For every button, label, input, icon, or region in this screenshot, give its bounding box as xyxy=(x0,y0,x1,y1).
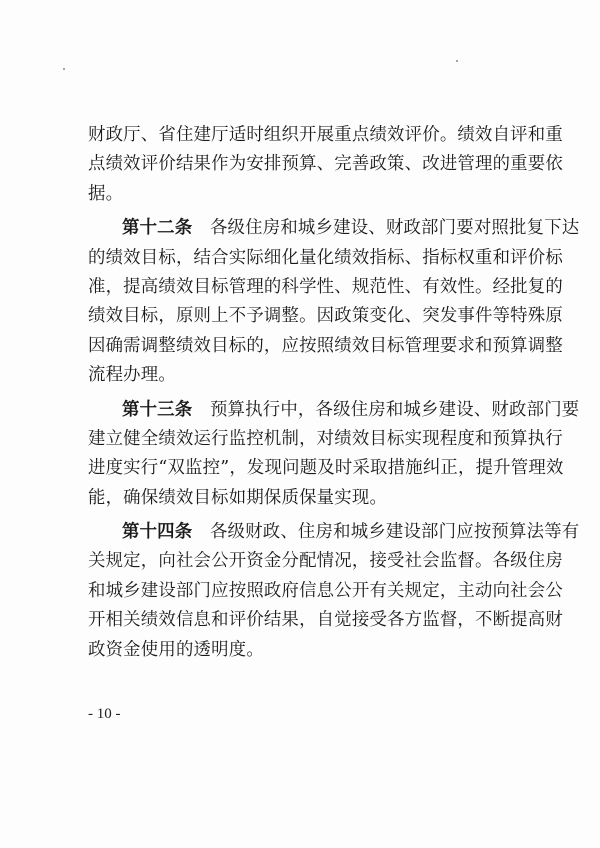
paragraph xyxy=(88,121,563,209)
article-text: 各级财政、住房和城乡建设部门应按预算法等有 xyxy=(209,522,580,543)
text-line: 开相关绩效信息和评价结果，自觉接受各方监督，不断提高财 xyxy=(88,610,563,631)
text-line: 绩效目标，原则上不予调整。因政策变化、突发事件等特殊原 xyxy=(88,306,563,327)
article-title: 第十三条 xyxy=(122,399,193,420)
text-line: 流程办理。 xyxy=(88,365,176,386)
text-line: 点绩效评价结果作为安排预算、完善政策、改进管理的重要依 xyxy=(88,154,563,175)
article-title: 第十四条 xyxy=(122,522,193,543)
text-line: 进度实行“双监控”，发现问题及时采取措施纠正，提升管理效 xyxy=(88,458,564,479)
text-line: 关规定，向社会公开资金分配情况，接受社会监督。各级住房 xyxy=(88,551,563,572)
text-line xyxy=(88,214,580,243)
article-paragraph xyxy=(88,214,580,390)
text-line: 财政厅、省住建厅适时组织开展重点绩效评价。绩效自评和重 xyxy=(88,125,563,145)
text-line: 政资金使用的透明度。 xyxy=(88,639,264,660)
text-line: 准，提高绩效目标管理的科学性、规范性、有效性。经批复的 xyxy=(88,276,563,297)
document-body xyxy=(88,121,580,670)
text-line xyxy=(88,396,580,425)
text-line: 能，确保绩效目标如期保质保量实现。 xyxy=(88,487,388,508)
text-line: 的绩效目标，结合实际细化量化绩效指标、指标权重和评价标 xyxy=(88,247,563,268)
scan-speck xyxy=(63,68,65,70)
text-line: 因确需调整绩效目标的，应按照绩效目标管理要求和预算调整 xyxy=(88,335,563,356)
article-text: 预算执行中，各级住房和城乡建设、财政部门要 xyxy=(209,399,580,420)
text-line: 和城乡建设部门应按照政府信息公开有关规定，主动向社会公 xyxy=(88,580,563,601)
article-paragraph xyxy=(88,518,580,665)
scan-speck xyxy=(456,60,458,62)
article-title: 第十二条 xyxy=(122,218,193,239)
article-paragraph xyxy=(88,396,580,514)
text-line: 据。 xyxy=(88,183,124,204)
text-line xyxy=(88,518,580,547)
page-number: - 10 - xyxy=(88,706,121,722)
text-line: 建立健全绩效运行监控机制，对绩效目标实现程度和预算执行 xyxy=(88,428,563,449)
article-text: 各级住房和城乡建设、财政部门要对照批复下达 xyxy=(209,218,580,239)
